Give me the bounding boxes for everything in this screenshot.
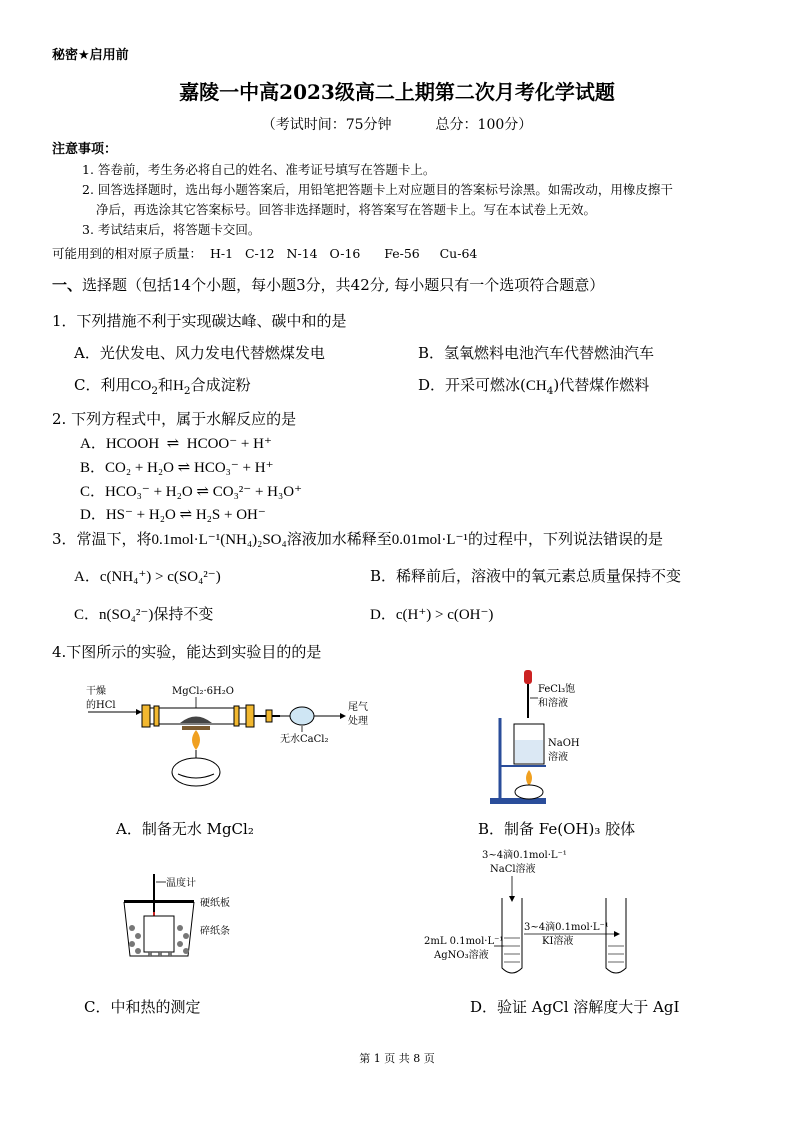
q1-c-h2: H (173, 378, 184, 394)
q3-stem (52, 528, 663, 549)
q2-option-a: A．HCOOH ⇌ HCOO⁻ + H⁺ (80, 436, 272, 452)
fig-b-lamp (515, 785, 543, 799)
q1-option-c: C．利用$CO_2$和$H_2$合成淀粉 (74, 376, 251, 397)
fig-a-cacl2-label: 无水CaCl₂ (280, 734, 329, 745)
figure-c-apparatus (116, 872, 236, 962)
q1-c-co2: CO (130, 378, 152, 394)
fig-c-paper-label: 碎纸条 (200, 926, 230, 937)
q1-option-b: B．氢氧燃料电池汽车代替燃油汽车 (418, 344, 655, 362)
notice-item-2: 2. 回答选择题时，选出每小题答案后，用铅笔把答题卡上对应题目的答案标号涂黑。如需改动，用橡皮擦干 (82, 182, 673, 197)
notice-item-3: 3. 考试结束后，将答题卡交回。 (82, 222, 261, 237)
fig-a-hcl-label1: 干燥 (86, 686, 106, 697)
fig-a-drying-tube (290, 707, 314, 725)
q2-stem: 2. 下列方程式中，属于水解反应的是 (52, 410, 297, 428)
fig-a-salt-label: MgCl₂·6H₂O (172, 686, 234, 697)
exam-score: 总分：100分） (435, 117, 533, 133)
fig-a-flame (192, 730, 200, 750)
fig-d-agno3-label2: AgNO₃溶液 (434, 950, 489, 961)
q1-d-pre: D．开采可燃冰 (418, 376, 521, 394)
q4-option-c-caption: C．中和热的测定 (84, 998, 201, 1016)
q4-option-d-caption: D．验证 AgCl 溶解度大于 AgI (470, 998, 680, 1016)
fig-d-nacl-label2: NaCl溶液 (490, 864, 536, 875)
q1-option-a: A．光伏发电、风力发电代替燃煤发电 (74, 344, 325, 362)
q2-option-d: D．HS⁻ + H₂O ⇌ H₂S + OH⁻ (80, 507, 266, 523)
fig-d-ki-label1: 3~4滴0.1mol·L⁻¹ (524, 922, 609, 933)
q1-d-ch4: CH (525, 378, 547, 394)
figure-b-apparatus (486, 668, 606, 810)
fig-b-fecl3-label2: 和溶液 (538, 698, 568, 709)
page-number: 第 1 页 共 8 页 (359, 1052, 435, 1065)
exam-title: 嘉陵一中高2023级高二上期第二次月考化学试题 (179, 80, 615, 104)
fig-a-lamp (172, 758, 220, 786)
fig-a-stopper-right (246, 705, 254, 727)
section-text: 选择题（包括14个小题，每小题3分，共42分, 每小题只有一个选项符合题意） (82, 276, 605, 294)
fig-a-stopper-left (142, 705, 150, 727)
section-heading (52, 274, 604, 295)
fig-a-tail-label2: 处理 (348, 716, 368, 727)
q3-c-expr: C．n(SO₄²⁻) (74, 607, 154, 623)
fig-b-fecl3-label1: FeCl₃饱 (538, 684, 576, 695)
q3-conc1: 0.1mol·L⁻¹ (151, 532, 221, 548)
fig-c-board (124, 900, 194, 903)
atomic-masses: 可能用到的相对原子质量： H-1 C-12 N-14 O-16 Fe-56 Cu-64 (52, 246, 478, 261)
exam-time: （考试时间：75分钟 (261, 117, 392, 133)
fig-a-hcl-label2: 的HCl (86, 700, 116, 711)
fig-b-naoh-label2: 溶液 (548, 752, 568, 763)
q1-stem: 1．下列措施不利于实现碳达峰、碳中和的是 (52, 312, 347, 330)
q1-d-post: 代替煤作燃料 (559, 376, 650, 394)
fig-d-ki-label2: KI溶液 (542, 936, 574, 947)
q3-option-d: D．c(H⁺) > c(OH⁻) (370, 607, 494, 623)
exam-subtitle (0, 114, 794, 134)
fig-b-flame (526, 770, 532, 786)
figure-d-apparatus (420, 846, 650, 982)
fig-b-naoh-label1: NaOH (548, 738, 580, 749)
figure-a-apparatus (84, 682, 384, 792)
q4-stem: 4.下图所示的实验，能达到实验目的的是 (52, 643, 322, 661)
q3-option-c (74, 603, 213, 624)
section-number: 一、 (52, 276, 83, 294)
q3-salt: (NH₄)₂SO₄ (220, 532, 287, 548)
fig-c-thermo-label: 温度计 (166, 878, 196, 889)
q1-c-post: 合成淀粉 (190, 376, 251, 394)
q2-option-b: B．CO₂ + H₂O ⇌ HCO₃⁻ + H⁺ (80, 460, 274, 476)
fig-a-tail-label1: 尾气 (348, 702, 368, 713)
fig-d-nacl-label1: 3~4滴0.1mol·L⁻¹ (482, 850, 567, 861)
secret-label: 秘密★启用前 (52, 48, 129, 63)
fig-c-inner-beaker (144, 916, 174, 952)
q1-option-d: D．开采可燃冰$(CH_4)$代替煤作燃料 (418, 376, 650, 397)
q1-c-pre: C．利用 (74, 376, 131, 394)
fig-c-board-label: 硬纸板 (200, 898, 230, 909)
q3-option-b: B．稀释前后，溶液中的氧元素总质量保持不变 (370, 567, 682, 585)
q3-conc2: 0.01mol·L⁻¹ (391, 532, 468, 548)
q3-stem-mid: 溶液加水稀释至 (286, 530, 392, 548)
q3-c-text: 保持不变 (153, 605, 214, 623)
notice-heading: 注意事项： (52, 142, 118, 157)
q2-option-c: C．HCO₃⁻ + H₂O ⇌ CO₃²⁻ + H₃O⁺ (80, 484, 302, 500)
q3-option-a: A．c(NH₄⁺) > c(SO₄²⁻) (74, 569, 221, 585)
q3-stem-post: 的过程中，下列说法错误的是 (467, 530, 663, 548)
q4-option-a-caption: A．制备无水 MgCl₂ (116, 820, 254, 838)
fig-b-dropper-bulb (524, 670, 532, 684)
fig-d-agno3-label1: 2mL 0.1mol·L⁻¹ (424, 936, 504, 947)
q1-c-and: 和 (158, 376, 174, 394)
q3-stem-pre: 3．常温下，将 (52, 530, 152, 548)
notice-item-2-cont: 净后，再选涂其它答案标号。回答非选择题时，将答案写在答题卡上。写在本试卷上无效。 (96, 202, 597, 217)
q4-option-b-caption: B．制备 Fe(OH)₃ 胶体 (478, 820, 636, 838)
notice-item-1: 1. 答卷前，考生务必将自己的姓名、准考证号填写在答题卡上。 (82, 162, 436, 177)
